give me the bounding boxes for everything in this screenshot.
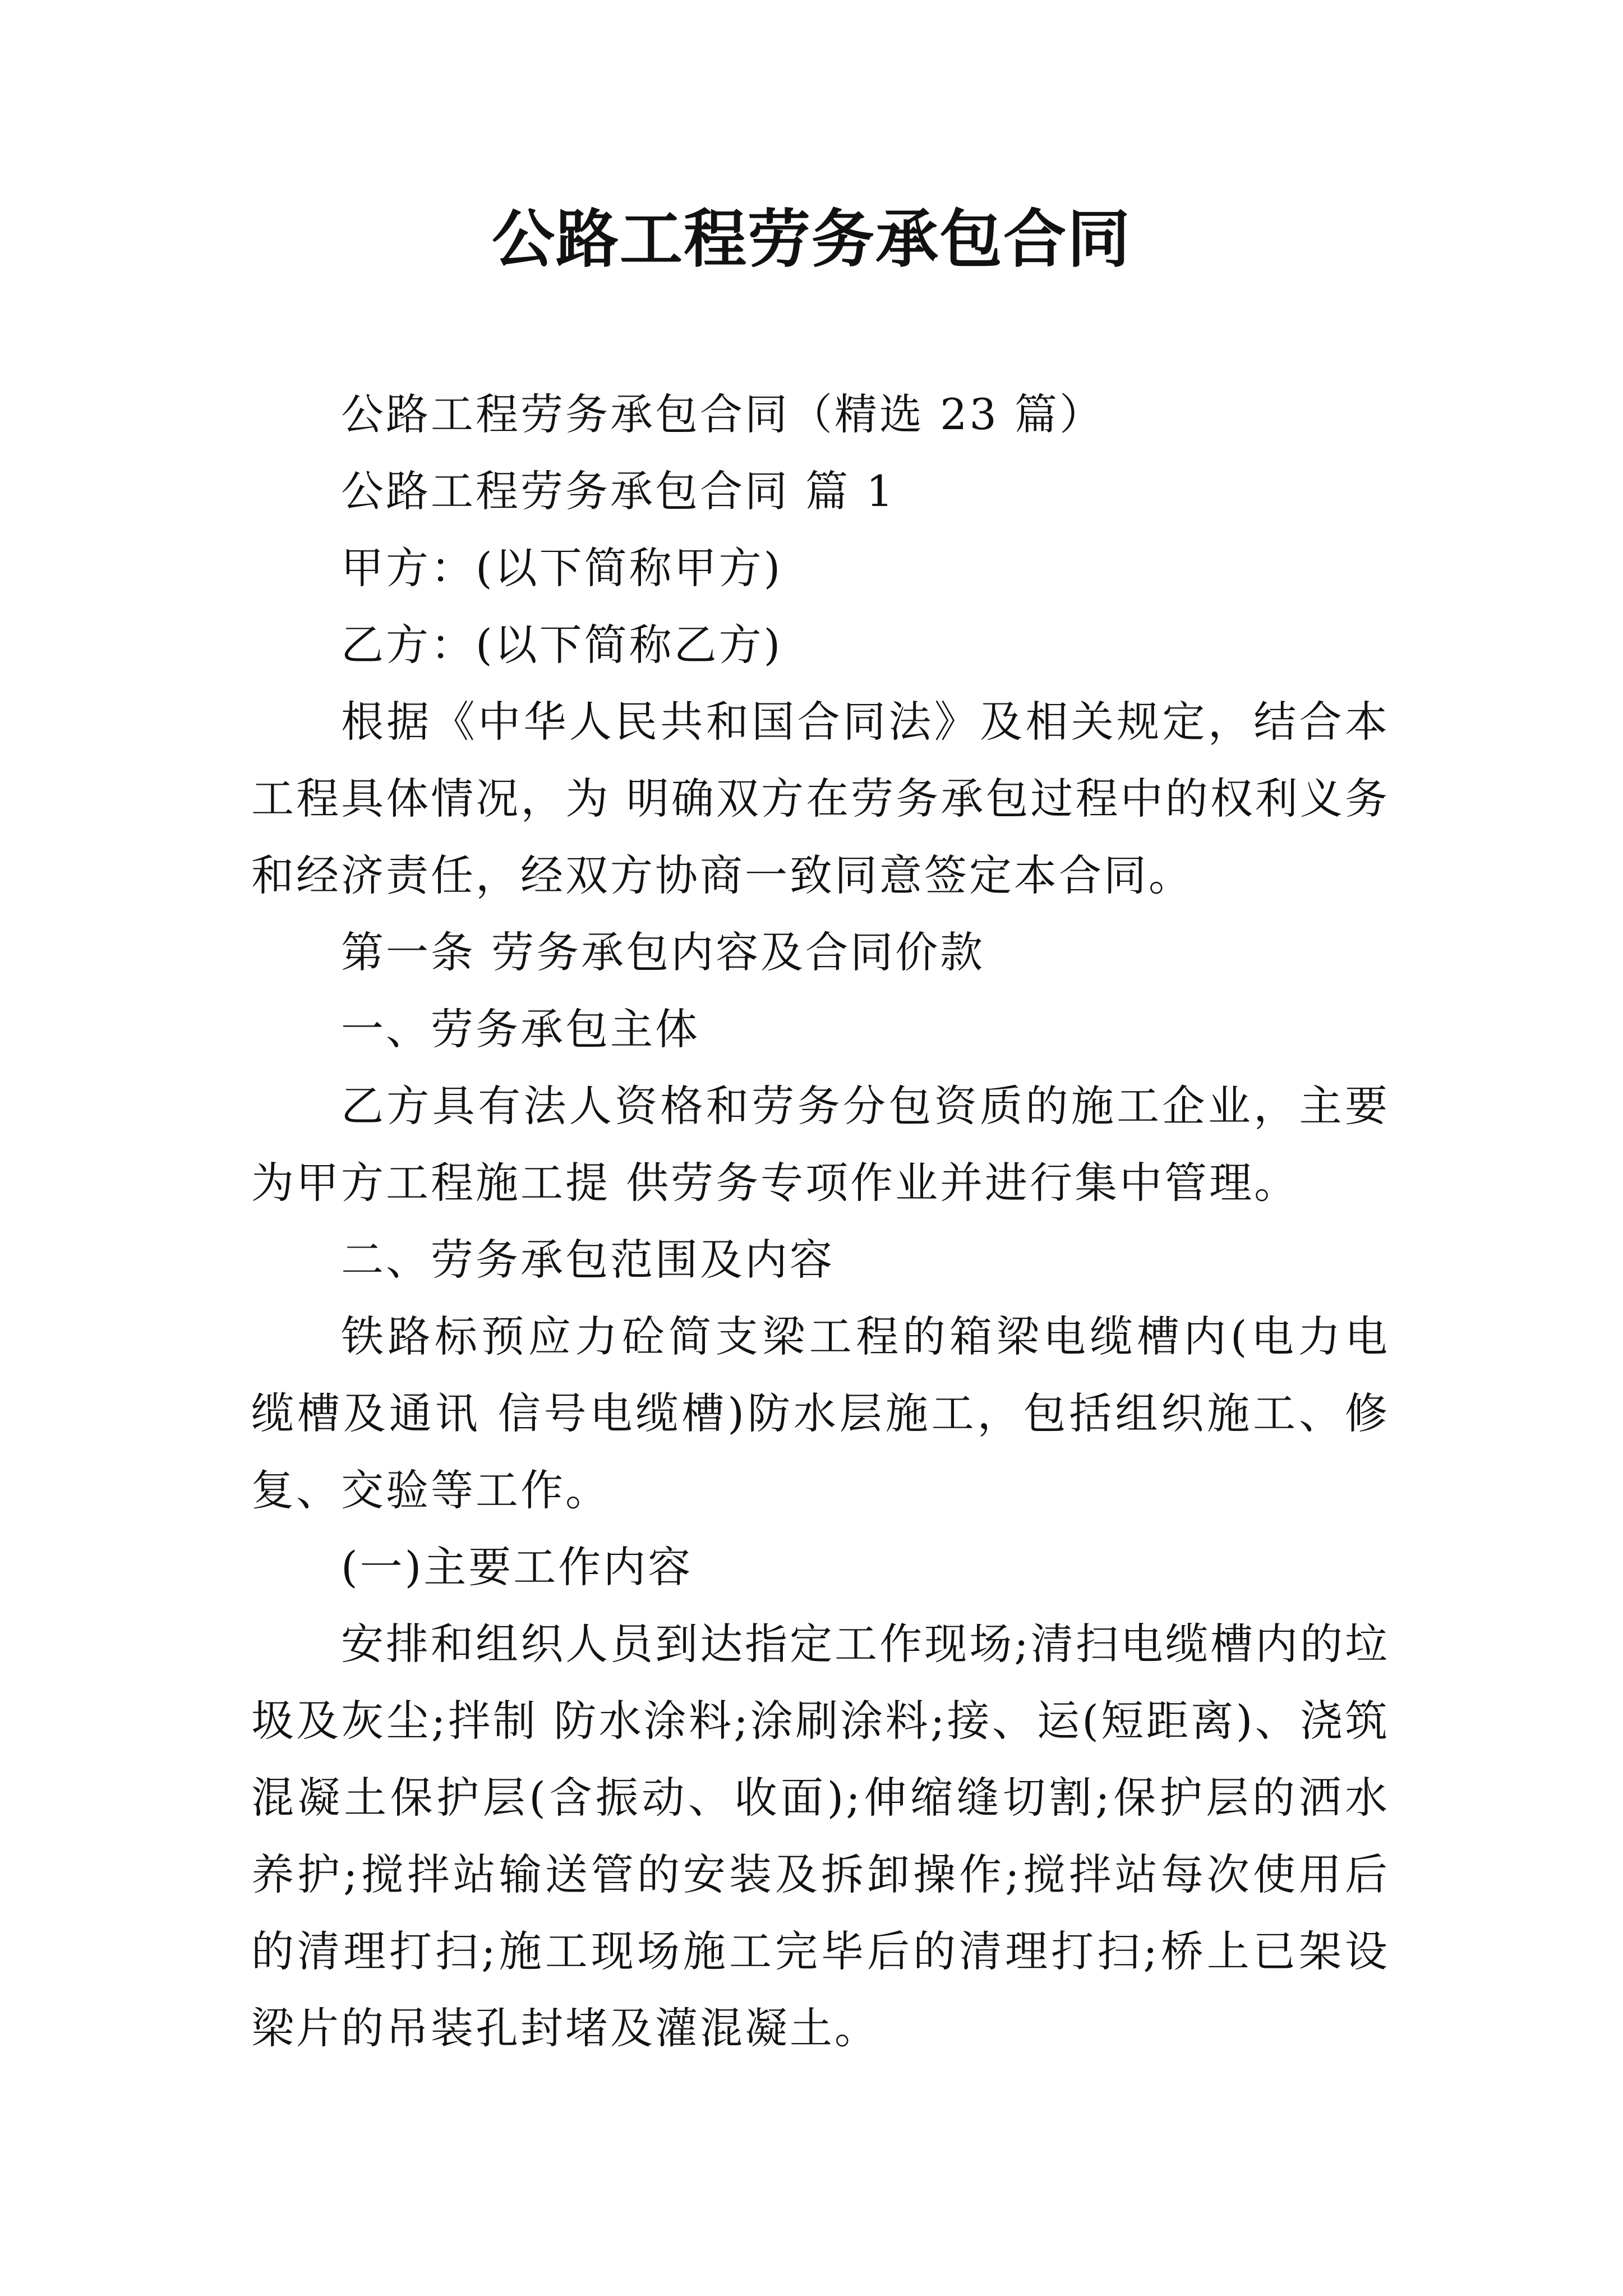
paragraph-preamble: 根据《中华人民共和国合同法》及相关规定，结合本工程具体情况，为 明确双方在劳务承包过程中的权利义务和经济责任，经双方协商一致同意签定本合同。 [251,697,1390,900]
paragraph-subclause-1-text: 安排和组织人员到达指定工作现场;清扫电缆槽内的垃圾及灰尘;拌制 防水涂料;涂刷涂料;接、运(短距离)、浇筑混凝土保护层(含振动、收面);伸缩缝切割;保护层的洒水养护;搅拌站输送管的安装及拆卸操作;搅拌站每次使用后的清理打扫;施工现场施工完毕后的清理打扫;桥上已架设梁片的吊装孔封堵及灌混凝土。 [251,1619,1390,2053]
paragraph-section-heading: 公路工程劳务承包合同 篇 1 [341,466,896,516]
paragraph-clause-1-text: 乙方具有法人资格和劳务分包资质的施工企业，主要为甲方工程施工提 供劳务专项作业并进行集中管理。 [251,1081,1390,1208]
paragraph-clause-2-text: 铁路标预应力砼简支梁工程的箱梁电缆槽内(电力电缆槽及通讯 信号电缆槽)防水层施工，包括组织施工、修复、交验等工作。 [251,1312,1390,1515]
paragraph-clause-1: 一、劳务承包主体 [341,1004,700,1054]
paragraph-party-b: 乙方：(以下简称乙方) [341,620,783,670]
paragraph-article-1: 第一条 劳务承包内容及合同价款 [341,927,985,977]
document-body [251,376,1390,2067]
paragraph-subtitle: 公路工程劳务承包合同（精选 23 篇） [341,389,1105,439]
paragraph-party-a: 甲方：(以下简称甲方) [341,543,783,593]
document-title: 公路工程劳务承包合同 [492,203,1131,276]
paragraph-clause-2: 二、劳务承包范围及内容 [341,1235,834,1285]
paragraph-subclause-1: (一)主要工作内容 [341,1542,693,1592]
